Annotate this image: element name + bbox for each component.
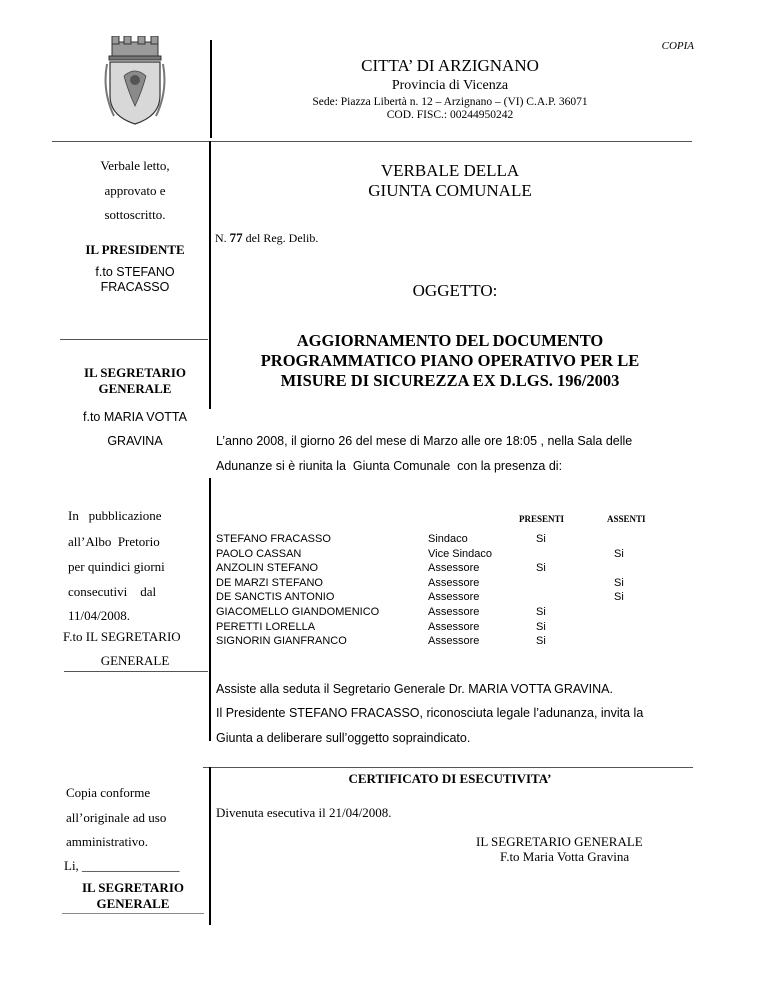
reg-number-line (215, 230, 318, 246)
attendance-table (216, 532, 656, 649)
member-name: PAOLO CASSAN (216, 547, 302, 560)
pub-line-3: per quindici giorni (68, 559, 165, 574)
header-divider (210, 40, 212, 138)
cert-top-line (203, 767, 693, 768)
president-text-2: Giunta a deliberare sull’oggetto sopraindicato. (216, 731, 471, 745)
secretary-title-1: IL SEGRETARIO (84, 365, 186, 380)
secretary-name-1: f.to MARIA VOTTA (83, 410, 187, 424)
member-absent: Si (614, 547, 624, 560)
member-present: Si (536, 620, 546, 633)
table-row (216, 576, 656, 591)
copy-secretary-2: GENERALE (96, 896, 170, 911)
reg-suffix: del Reg. Delib. (242, 231, 319, 245)
table-row (216, 605, 656, 620)
member-name: STEFANO FRACASSO (216, 533, 331, 545)
secretary-name-2: GRAVINA (107, 434, 163, 448)
certificate-text: Divenuta esecutiva il 21/04/2008. (216, 805, 392, 820)
member-present: Si (536, 562, 546, 575)
reg-number: 77 (229, 230, 243, 245)
member-present: Si (536, 635, 546, 648)
member-name: SIGNORIN GIANFRANCO (216, 635, 347, 648)
reg-prefix: N. (215, 231, 230, 245)
copy-line-3: amministrativo. (66, 834, 148, 849)
certificate-signature-2: F.to Maria Votta Gravina (500, 849, 630, 864)
member-name: DE MARZI STEFANO (216, 576, 323, 589)
table-row (216, 532, 656, 547)
header-absent: ASSENTI (607, 514, 646, 524)
president-title: IL PRESIDENTE (85, 242, 185, 257)
president-name-1: f.to STEFANO (95, 265, 175, 279)
coat-of-arms-icon (104, 36, 166, 126)
table-row (216, 620, 656, 635)
verbale-line-2: approvato e (104, 183, 166, 198)
left-line-1 (60, 339, 208, 340)
certificate-signature-1: IL SEGRETARIO GENERALE (476, 834, 643, 849)
column-divider-3 (209, 767, 211, 925)
member-role: Assessore (428, 562, 480, 575)
pub-line-1: In pubblicazione (68, 508, 162, 523)
address: Sede: Piazza Libertà n. 12 – Arzignano – (VI) C.A.P. 36071 (312, 96, 588, 108)
table-row (216, 634, 656, 649)
table-row (216, 590, 656, 605)
verbale-title-2: GIUNTA COMUNALE (368, 181, 532, 200)
header-bottom-line (52, 141, 692, 142)
header-present: PRESENTI (519, 514, 565, 524)
member-name: ANZOLIN STEFANO (216, 562, 319, 575)
pub-line-5: 11/04/2008. (68, 608, 130, 623)
left-line-3 (62, 913, 204, 914)
pub-line-2: all’Albo Pretorio (68, 534, 160, 549)
left-line-2 (64, 671, 208, 672)
member-present: Si (536, 533, 546, 545)
column-divider-2 (209, 478, 211, 741)
member-role: Assessore (428, 620, 480, 633)
member-name: PERETTI LORELLA (216, 620, 316, 633)
verbale-line-1: Verbale letto, (100, 158, 170, 173)
pub-line-4: consecutivi dal (68, 584, 157, 599)
certificate-title: CERTIFICATO DI ESECUTIVITA’ (348, 771, 552, 786)
member-present: Si (536, 605, 546, 618)
member-role: Sindaco (428, 533, 468, 545)
president-text-1: Il Presidente STEFANO FRACASSO, riconosciuta legale l’adunanza, invita la (216, 706, 644, 720)
pub-line-6: F.to IL SEGRETARIO (63, 629, 181, 644)
copy-line-4: Li, _______________ (64, 858, 180, 873)
intro-line-1: L’anno 2008, il giorno 26 del mese di Marzo alle ore 18:05 , nella Sala delle (216, 434, 633, 448)
fiscal-code: COD. FISC.: 00244950242 (386, 109, 514, 121)
pub-line-7: GENERALE (100, 653, 170, 668)
assist-text: Assiste alla seduta il Segretario Generale Dr. MARIA VOTTA GRAVINA. (216, 682, 613, 696)
verbale-line-3: sottoscritto. (104, 207, 166, 222)
copy-line-1: Copia conforme (66, 785, 151, 800)
subject-line-2: PROGRAMMATICO PIANO OPERATIVO PER LE (260, 351, 640, 370)
member-name: DE SANCTIS ANTONIO (216, 591, 335, 604)
province: Provincia di Vicenza (391, 78, 509, 93)
member-role: Assessore (428, 635, 480, 648)
city-name: CITTA’ DI ARZIGNANO (361, 56, 539, 75)
member-name: GIACOMELLO GIANDOMENICO (216, 605, 380, 618)
member-absent: Si (614, 576, 624, 589)
subject-line-3: MISURE DI SICUREZZA EX D.LGS. 196/2003 (280, 371, 620, 390)
member-present (536, 547, 614, 562)
member-present (536, 590, 614, 605)
member-role: Assessore (428, 591, 480, 604)
copy-label: COPIA (661, 40, 694, 52)
president-name-2: FRACASSO (100, 280, 170, 294)
intro-line-2: Adunanze si è riunita la Giunta Comunale con la presenza di: (216, 459, 563, 473)
table-row (216, 561, 656, 576)
member-role: Vice Sindaco (428, 547, 493, 560)
copy-line-2: all’originale ad uso (66, 810, 167, 825)
member-role: Assessore (428, 605, 480, 618)
subject-line-1: AGGIORNAMENTO DEL DOCUMENTO (296, 331, 604, 350)
oggetto-label: OGGETTO: (412, 281, 498, 300)
verbale-title-1: VERBALE DELLA (380, 161, 520, 180)
copy-secretary-1: IL SEGRETARIO (82, 880, 184, 895)
member-present (536, 576, 614, 591)
member-role: Assessore (428, 576, 480, 589)
member-absent: Si (614, 591, 624, 604)
secretary-title-2: GENERALE (98, 381, 172, 396)
table-row (216, 547, 656, 562)
